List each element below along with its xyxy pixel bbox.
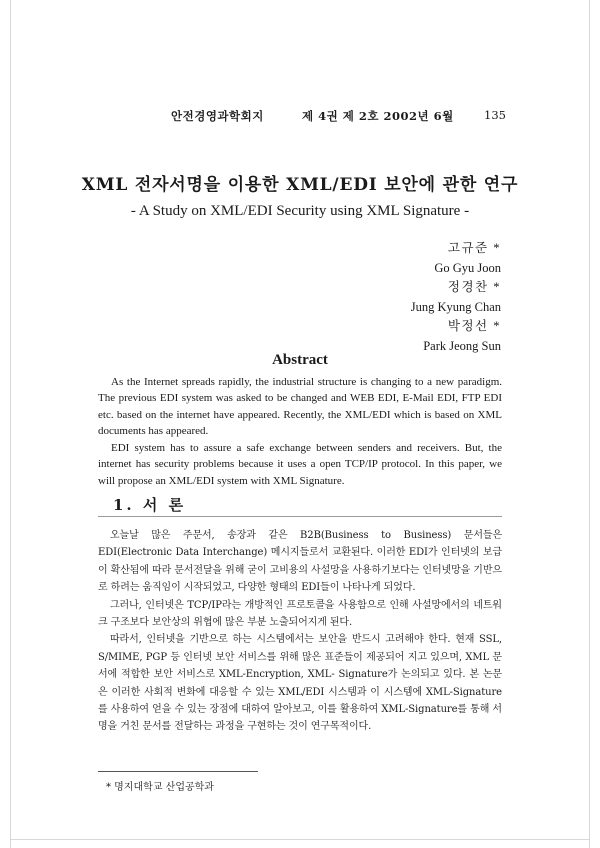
body-paragraph: 오늘날 많은 주문서, 송장과 같은 B2B(Business to Business) 문서들은 EDI(Electronic Data Interchange) 메시지들로서 교환된다. 이러한 EDI가 인터넷의 보급이 확산됨에 따라 문서전달을 위해 굳이 고비용의 사설망을 사용하기보다는 인터넷망을 기반으로 하려는 움직임이 시작되었고, 다양한 형태의 EDI들이 나타나게 되었다. (98, 530, 502, 594)
page-number: 135 (484, 108, 506, 122)
author-2-english: Jung Kyung Chan (410, 299, 501, 314)
author-3-korean: 박정선 * (447, 319, 501, 333)
abstract-paragraph: As the Internet spreads rapidly, the industrial structure is changing to a new paradigm. The previous EDI system was asked to be changed and WEB EDI, E-Mail EDI, FTP EDI etc. based on the internet have appeared. Recently, the XML/EDI which is based on XML documents has appeared. (98, 376, 502, 437)
author-block (411, 239, 501, 356)
section-divider (98, 516, 502, 517)
abstract-body (98, 374, 502, 490)
page-border-left (10, 0, 11, 848)
author-2-korean: 정경찬 * (447, 280, 501, 294)
body-paragraph: 그러나, 인터넷은 TCP/IP라는 개방적인 프로토콜을 사용함으로 인해 사설망에서의 네트워크 구조보다 보안상의 위협에 많은 부분 노출되어지게 된다. (98, 599, 502, 629)
section-body (98, 527, 502, 736)
author-3-english: Park Jeong Sun (423, 338, 501, 353)
section-heading: 1. 서 론 (113, 496, 187, 514)
paper-title-english: - A Study on XML/EDI Security using XML Signature - (130, 203, 470, 219)
issue-info: 제 4권 제 2호 2002년 6월 (302, 109, 454, 123)
abstract-heading: Abstract (272, 352, 328, 368)
footnote-affiliation: * 명지대학교 산업공학과 (106, 782, 214, 793)
footnote-divider (98, 771, 258, 772)
page-border-bottom (10, 839, 590, 840)
journal-name: 안전경영과학회지 (171, 109, 264, 123)
abstract-paragraph: EDI system has to assure a safe exchange between senders and receivers. But, the internet has security problems because it uses a open TCP/IP protocol. In this paper, we will propose an XML/EDI system with XML Signature. (98, 442, 502, 487)
body-paragraph: 따라서, 인터넷을 기반으로 하는 시스템에서는 보안을 반드시 고려해야 한다. 현재 SSL, S/MIME, PGP 등 인터넷 보안 서비스를 위해 많은 표준들이 제공되어 지고 있으며, XML 문서에 적합한 보안 서비스로 XML-Encryption, XML- Signature가 논의되고 있다. 본 논문은 이러한 사회적 변화에 대응할 수 있는 XML/EDI 시스템과 이 시스템에 XML-Signature를 사용하여 얻을 수 있는 장점에 대하여 알아보고, 이를 활용하여 XML-Signature를 통해 서명을 거친 문서를 전달하는 과정을 구현하는 것이 연구목적이다. (98, 634, 502, 733)
page-border-right (589, 0, 590, 848)
running-header (0, 108, 600, 126)
paper-title-korean: XML 전자서명을 이용한 XML/EDI 보안에 관한 연구 (81, 175, 519, 195)
author-1-english: Go Gyu Joon (434, 260, 501, 275)
author-1-korean: 고규준 * (447, 241, 501, 255)
